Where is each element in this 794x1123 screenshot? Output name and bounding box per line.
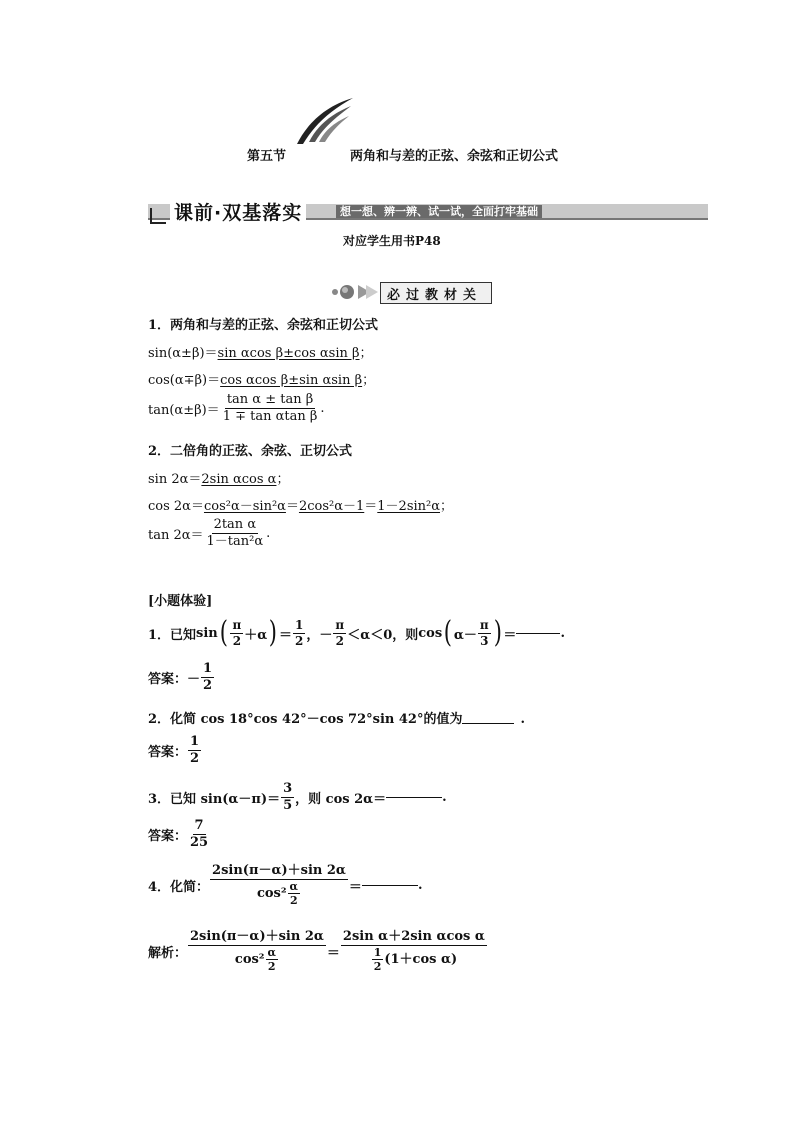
sol-lhs-den [233,946,281,973]
q1 [148,615,565,650]
q1-end: . [560,625,565,641]
a1-fraction [201,662,214,692]
q1-pi-b: π [335,617,345,632]
s2-cos-a: cos²α－sin²α [203,499,286,514]
sol-lhs-den-a: α [267,945,276,959]
q1-cos: cos [418,625,443,641]
sol-lhs-fraction [188,930,326,973]
q1-frac-pi-2-b [333,619,346,647]
a2-fraction [188,735,201,765]
a3-label: 答案： [148,828,188,844]
q1-one: 1 [295,617,304,632]
badge-dots-icon [330,283,380,301]
a3 [148,819,211,849]
s1-sin-rhs: sin αcos β±cos αsin β [217,346,360,361]
a2-den: 2 [190,750,200,766]
q4-answer-blank[interactable] [362,884,418,886]
q1-frac-pi-3 [478,619,491,647]
banner-left-tick [150,208,166,224]
q2-end: . [520,712,525,727]
s2-tan-num: 2tan α [213,517,257,532]
s1-tan-dot: . [320,400,325,416]
q1-three: 3 [480,633,489,648]
q1-lt0: ＜α＜0，则 [347,627,419,643]
s1-cos-semi: ； [362,373,376,388]
a2-label: 答案： [148,744,188,760]
sol-rhs-den-half [372,947,384,973]
s2-sin-lhs: sin 2α＝ [148,472,202,487]
q3-end: . [442,789,447,805]
student-book-ref: 对应学生用书P48 [343,234,441,248]
q4-den [255,880,303,907]
q4-den-a: α [289,879,299,893]
q3-fraction [281,782,294,812]
q4-end: . [417,877,423,893]
q1-two-b: 2 [295,633,304,648]
q4-fraction [210,864,348,907]
s1-heading: 1．两角和与差的正弦、余弦和正切公式 [148,318,379,333]
s2-cos-b: 2cos²α－1 [298,499,365,514]
sol-rhs-num: 2sin α＋2sin αcos α [342,929,485,944]
s2-sin-semi: ； [276,472,290,487]
q2 [148,708,525,727]
a1-den: 2 [203,677,213,693]
s2-sin-formula [148,468,289,487]
q1-plus-a: ＋α [244,627,268,643]
sol-rhs-den [369,946,459,973]
s2-cos-eq1: ＝ [285,499,299,514]
s2-sin-rhs: 2sin αcos α [201,472,277,487]
q3-den: 5 [283,797,293,813]
s1-sin-semi: ； [359,346,373,361]
a2 [148,735,202,765]
q2-answer-blank[interactable] [462,722,514,724]
page-title: 两角和与差的正弦、余弦和正切公式 [350,149,559,164]
s2-cos-lhs: cos 2α＝ [148,499,204,514]
q1-prefix: 1．已知 [148,627,197,643]
s1-sin-formula [148,342,373,361]
sol-rhs-fraction [341,930,487,973]
q1-pi-c: π [479,617,489,632]
q1-answer-blank[interactable] [516,632,560,634]
q4-den-half-alpha [288,881,300,907]
s1-tan-num: tan α ± tan β [226,392,314,407]
s2-cos-c: 1－2sin²α [377,499,441,514]
q1-two: 2 [232,633,242,648]
q1-two-c: 2 [335,633,344,648]
badge-label: 必过教材关 [387,288,483,303]
a3-fraction [188,819,210,849]
a2-num: 1 [190,734,200,749]
swoosh-logo-icon [295,96,355,146]
a3-den: 25 [190,834,209,850]
q1-pi: π [232,617,242,632]
s1-tan-lhs: tan(α±β)＝ [148,402,220,418]
practice-heading: [小题体验] [148,594,213,609]
sol-rhs-den-2: 2 [373,960,382,974]
q1-close-paren2-icon: ) [493,615,502,650]
s2-cos-eq2: ＝ [364,499,378,514]
q1-open-paren2-icon: ( [443,615,453,650]
q3 [148,782,447,812]
s2-tan-dot: . [266,525,271,541]
q1-comma: ，－ [306,627,333,643]
s1-sin-lhs: sin(α±β)＝ [148,346,218,361]
q1-close-paren-icon: ) [269,615,278,650]
a1-label: 答案： [148,671,188,687]
s2-cos-formula [148,495,453,514]
s2-heading: 2．二倍角的正弦、余弦、正切公式 [148,444,353,459]
s1-cos-formula [148,369,375,388]
a1-sign: － [187,671,201,687]
sol-eq: ＝ [326,945,340,961]
sol-lhs-den-cos: cos² [234,951,265,967]
sol-lhs-den-half-alpha [266,947,278,973]
sol-rhs-den-1: 1 [373,945,382,959]
s1-tan-formula [148,393,325,423]
q4-den-cos: cos² [256,885,287,901]
s2-tan-fraction [205,518,266,548]
q4-eq: ＝ [348,879,362,895]
q1-tail: ＝ [503,627,517,643]
s1-cos-rhs: cos αcos β±sin αsin β [220,373,363,388]
q1-open-paren-icon: ( [219,615,228,650]
a1-num: 1 [203,661,213,676]
sol-rhs-den-tail: (1＋cos α) [384,951,458,967]
s2-cos-semi: ； [440,499,454,514]
q1-alpha-minus: α－ [453,627,477,643]
sol-label: 解析： [148,945,188,961]
q2-text: 2．化简 cos 18°cos 42°－cos 72°sin 42°的值为 [148,712,463,727]
banner-subtitle: 想一想、辨一辨、试一试，全面打牢基础 [336,205,542,218]
q3-mid: ，则 cos 2α＝ [295,791,387,807]
s1-tan-den: 1 ∓ tan αtan β [222,408,318,424]
q4-den-2: 2 [289,894,298,908]
banner-title: 课前·双基落实 [170,198,306,225]
badge-box [380,282,492,304]
q1-frac-pi-2 [230,619,243,647]
sol-lhs-den-2: 2 [267,960,276,974]
section-number: 第五节 [247,149,287,164]
a1 [148,662,215,692]
q4-prefix: 4．化简： [148,879,210,895]
q1-frac-1-2 [293,619,305,647]
q1-eq: ＝ [279,627,293,643]
section-banner [148,198,708,226]
s1-tan-fraction [221,393,320,423]
solution [148,930,488,973]
s2-tan-lhs: tan 2α＝ [148,527,204,543]
s2-tan-formula [148,518,270,548]
q4-num: 2sin(π－α)＋sin 2α [212,863,346,878]
q3-prefix: 3．已知 sin(α－π)＝ [148,791,281,807]
s2-tan-den: 1－tan²α [206,533,264,549]
s1-cos-lhs: cos(α∓β)＝ [148,373,221,388]
q4 [148,864,422,907]
q3-num: 3 [283,781,293,796]
q1-sin: sin [196,625,218,641]
sol-lhs-num: 2sin(π－α)＋sin 2α [190,929,324,944]
a3-num: 7 [194,818,204,833]
q3-answer-blank[interactable] [386,796,442,798]
